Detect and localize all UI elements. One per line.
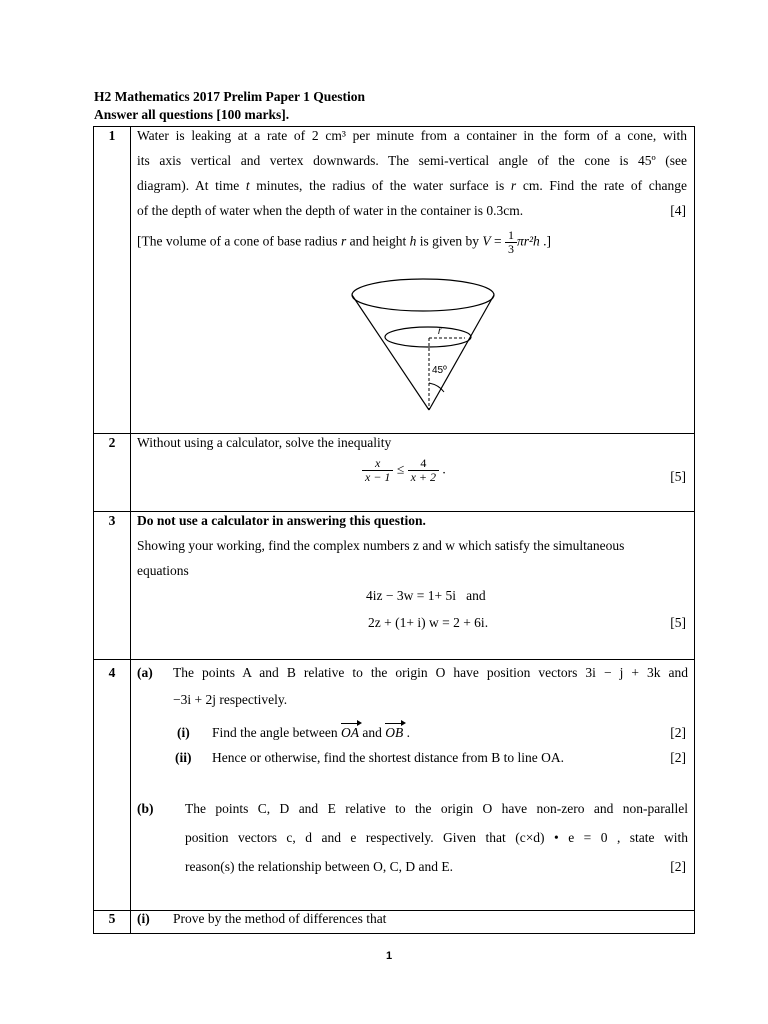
q1-volume-formula: [The volume of a cone of base radius r and height h is given by V = $\frac{1}{3}$ πr²h .] xyxy=(137,228,552,256)
q2-text: Without using a calculator, solve the inequality xyxy=(137,435,392,450)
angle-label: 45º xyxy=(432,365,447,376)
paper-instructions: Answer all questions [100 marks]. xyxy=(94,107,290,122)
q4a-line-1: The points A and B relative to the origin O have position vectors 3i − j + 3k and xyxy=(173,665,688,680)
q3-line-2: equations xyxy=(137,563,189,578)
q4-part-b-label: (b) xyxy=(137,801,154,816)
q4-part-ii-marks: [2] xyxy=(670,750,686,765)
q5-text: Prove by the method of differences that xyxy=(173,911,387,926)
q3-equation-2: 2z + (1+ i) w = 2 + 6i. xyxy=(368,615,489,630)
page-number: 1 xyxy=(385,950,393,962)
question-number: 2 xyxy=(108,435,116,450)
q4b-line-1: The points C, D and E relative to the origin O have non-zero and non-parallel xyxy=(185,801,688,816)
q1-marks: [4] xyxy=(670,203,686,218)
row-divider xyxy=(94,659,694,660)
q4-part-b-marks: [2] xyxy=(670,859,686,874)
q3-line-1: Showing your working, find the complex numbers z and w which satisfy the simultaneous xyxy=(137,538,625,553)
cone-diagram xyxy=(351,275,501,417)
question-number: 1 xyxy=(108,128,116,143)
q4a-line-2: −3i + 2j respectively. xyxy=(173,692,288,707)
q4-part-i-marks: [2] xyxy=(670,725,686,740)
q4-part-i-text: Find the angle between OA and OB . xyxy=(212,725,410,740)
paper-title: H2 Mathematics 2017 Prelim Paper 1 Question xyxy=(94,89,365,104)
q3-instruction: Do not use a calculator in answering this question. xyxy=(137,513,426,528)
q2-marks: [5] xyxy=(670,469,686,484)
radius-label: r xyxy=(438,326,442,337)
question-table xyxy=(93,126,695,934)
q4-part-ii-text: Hence or otherwise, find the shortest distance from B to line OA. xyxy=(212,750,565,765)
column-divider xyxy=(130,127,131,933)
q1-line-4: of the depth of water when the depth of water in the container is 0.3cm. xyxy=(137,203,524,218)
q1-line-3: diagram). At time t minutes, the radius of the water surface is r cm. Find the rate of change xyxy=(137,178,687,193)
q1-line-1: Water is leaking at a rate of 2 cm³ per minute from a container in the form of a cone, with xyxy=(137,128,687,143)
question-number: 5 xyxy=(108,911,116,926)
question-number: 4 xyxy=(108,665,116,680)
row-divider xyxy=(94,433,694,434)
q1-line-2: its axis vertical and vertex downwards. The semi-vertical angle of the cone is 45º (see xyxy=(137,153,687,168)
question-number: 3 xyxy=(108,513,116,528)
row-divider xyxy=(94,511,694,512)
q4-part-i-label: (i) xyxy=(177,725,190,740)
q2-inequality: $\frac{x}{x - 1}$ ≤ $\frac{4}{x + 2}$ . xyxy=(362,457,446,484)
q4-part-a-label: (a) xyxy=(137,665,153,680)
q4-part-ii-label: (ii) xyxy=(175,750,192,765)
q3-marks: [5] xyxy=(670,615,686,630)
q4b-line-3: reason(s) the relationship between O, C, D and E. xyxy=(185,859,454,874)
q4b-line-2: position vectors c, d and e respectively. Given that (c×d) • e = 0 , state with xyxy=(185,830,688,845)
q5-part-i-label: (i) xyxy=(137,911,150,926)
q3-equation-1: 4iz − 3w = 1+ 5i and xyxy=(366,588,486,603)
